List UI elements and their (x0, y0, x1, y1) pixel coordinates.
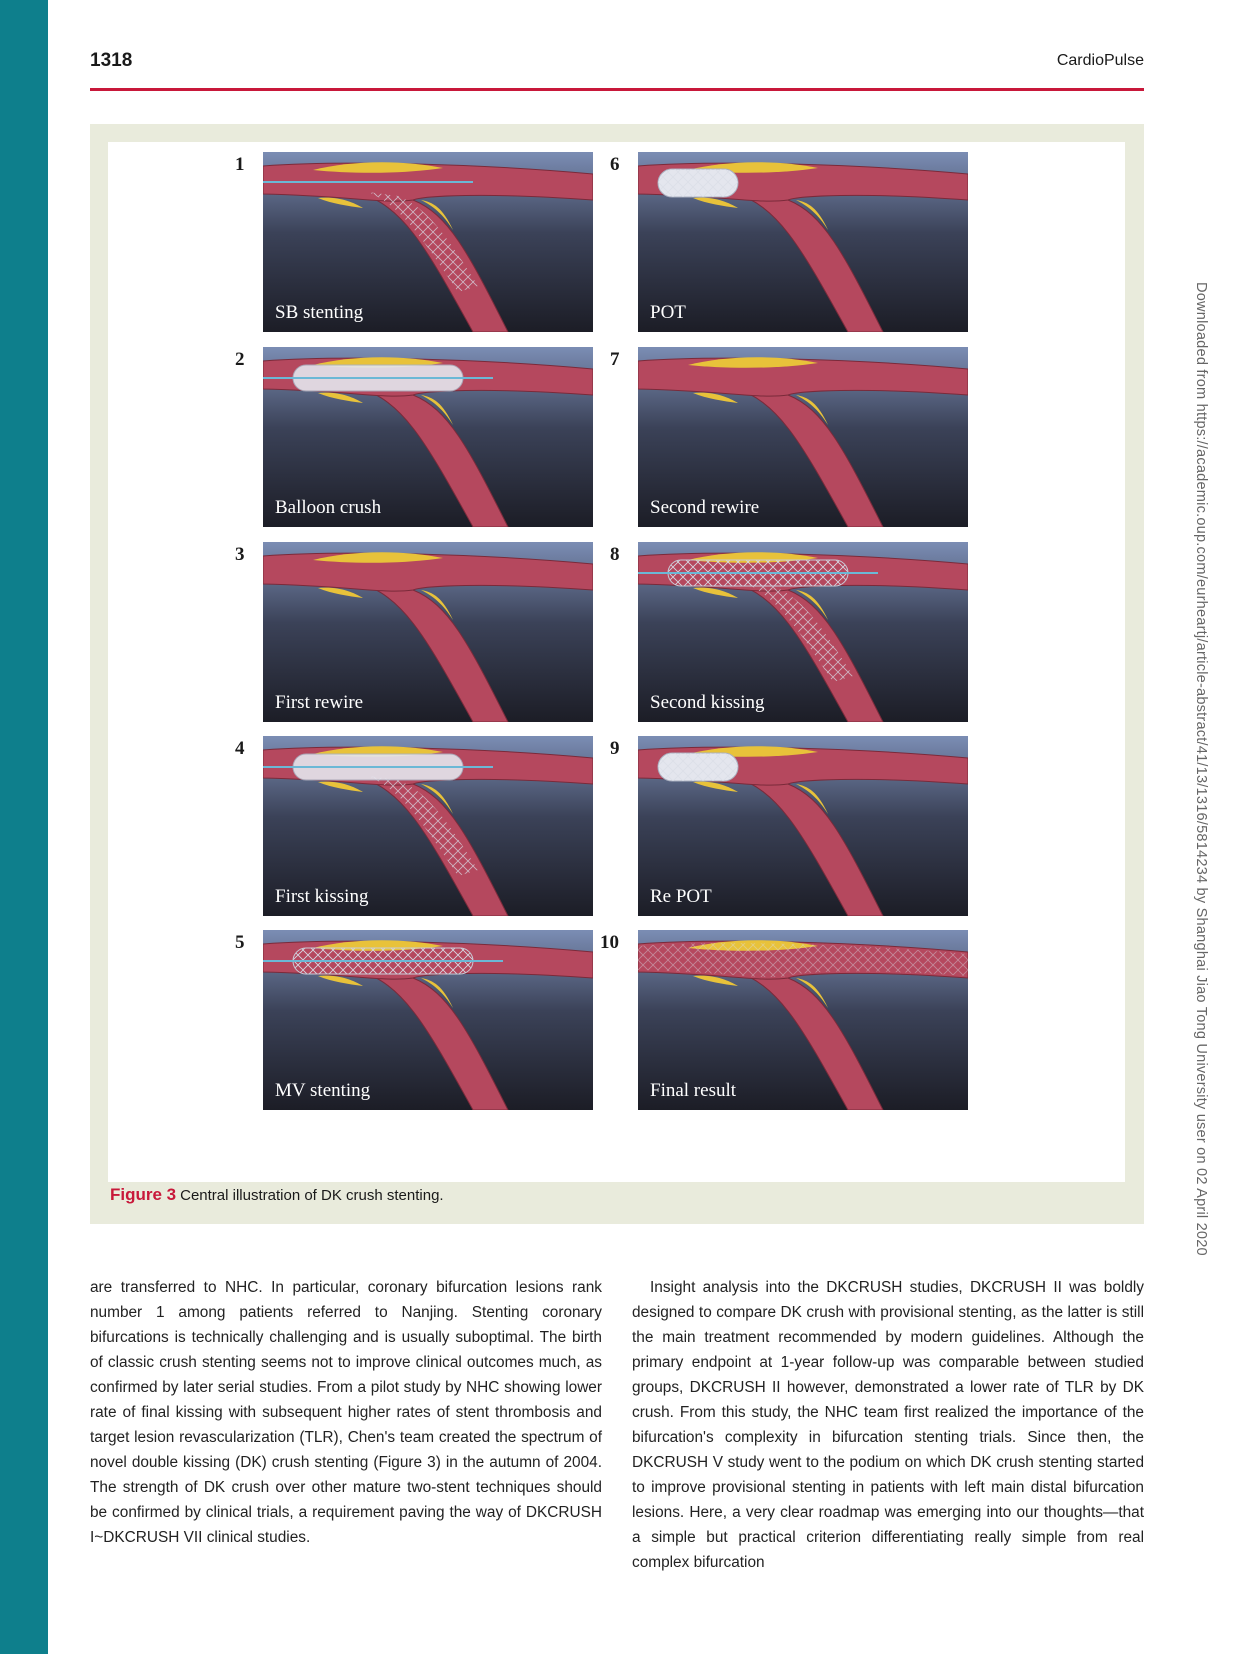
panel-label: Balloon crush (275, 497, 382, 518)
panel-number: 8 (610, 544, 620, 565)
page-number: 1318 (90, 50, 133, 71)
panel-number: 3 (235, 544, 245, 565)
illustration-panel (638, 930, 968, 1110)
header-rule (90, 88, 1144, 91)
download-note: Downloaded from https://academic.oup.com/eurheartj/article-abstract/41/13/1316/5814234 by Shanghai Jiao Tong University user on 02 April 2020 (1193, 282, 1209, 1256)
panel-label: SB stenting (275, 302, 364, 323)
illustration-panel (263, 736, 593, 916)
figure-caption-text: Central illustration of DK crush stenting. (180, 1187, 444, 1204)
illustration-panel (263, 152, 593, 332)
illustration-panel (638, 542, 968, 722)
side-color-bar (0, 0, 48, 1654)
vessel-illustration (638, 152, 968, 332)
panel-number: 7 (610, 349, 620, 370)
body-column-right: Insight analysis into the DKCRUSH studies, DKCRUSH II was boldly designed to compare DK crush with provisional stenting, as the latter is still the main treatment recommended by modern guidelines. Although the primary endpoint at 1-year follow-up was comparable between studied groups, DKCRUSH II however, demonstrated a lower rate of TLR by DK crush. From this study, the NHC team first realized the importance of the bifurcation's complexity in bifurcation stenting trials. Since then, the DKCRUSH V study went to the podium on which DK crush stenting started to improve provisional stenting in patients with left main distal bifurcation lesions. Here, a very clear roadmap was emerging into our thoughts—that a simple but practical criterion differentiating really simple from real complex bifurcation (632, 1279, 1144, 1571)
panel-label: First kissing (275, 886, 369, 907)
panel-label: First rewire (275, 692, 364, 713)
panel-label: Second kissing (650, 692, 765, 713)
journal-section: CardioPulse (1056, 52, 1144, 69)
illustration-panel (638, 736, 968, 916)
illustration-panel (638, 152, 968, 332)
panel-label: POT (650, 302, 686, 323)
panel-label: Final result (650, 1080, 737, 1101)
panel-number: 9 (610, 738, 620, 759)
illustration-panel (263, 542, 593, 722)
panel-number: 1 (235, 154, 245, 175)
figure-panels (108, 142, 1125, 1182)
illustration-panel (263, 930, 593, 1110)
panel-number: 10 (600, 932, 619, 953)
panel-number: 4 (235, 738, 245, 759)
panel-label: MV stenting (275, 1080, 371, 1101)
figure (90, 124, 1144, 1224)
body-column-left: are transferred to NHC. In particular, coronary bifurcation lesions rank number 1 among patients referred to Nanjing. Stenting coronary bifurcations is technically challenging and is usually suboptimal. The birth of classic crush stenting seems not to improve clinical outcomes much, as confirmed by later serial studies. From a pilot study by NHC showing lower rate of final kissing with subsequent higher rates of stent thrombosis and target lesion revascularization (TLR), Chen's team created the spectrum of novel double kissing (DK) crush stenting (Figure 3) in the autumn of 2004. The strength of DK crush over other mature two-stent techniques should be confirmed by clinical trials, a requirement paving the way of DKCRUSH I~DKCRUSH VII clinical studies. (90, 1279, 602, 1546)
panel-label: Second rewire (650, 497, 760, 518)
figure-caption (110, 1185, 444, 1205)
illustration-panel (263, 347, 593, 527)
panel-label: Re POT (650, 886, 712, 907)
panel-number: 6 (610, 154, 620, 175)
figure-label: Figure 3 (110, 1185, 177, 1204)
illustration-panel (638, 347, 968, 527)
panel-number: 2 (235, 349, 245, 370)
panel-number: 5 (235, 932, 245, 953)
